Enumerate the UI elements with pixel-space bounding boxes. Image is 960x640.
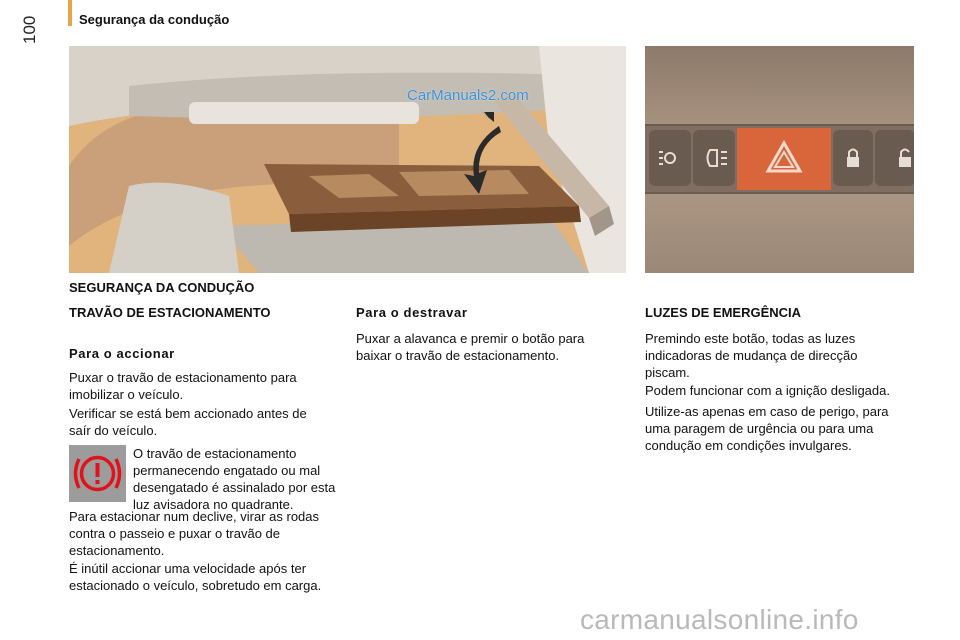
hazard-switch-illustration xyxy=(645,46,914,273)
release-paragraph: Puxar a alavanca e premir o botão para baixar o travão de estacionamento. xyxy=(356,331,585,363)
section-title: SEGURANÇA DA CONDUÇÃO xyxy=(69,280,255,295)
warning-light-text: O travão de estacionamento permanecendo engatado ou mal desengatado é assinalado por esta luz avisadora no quadrante. xyxy=(133,446,336,512)
apply-paragraph-2: Verificar se está bem accionado antes de saír do veículo. xyxy=(69,406,307,438)
header-title: Segurança da condução xyxy=(79,12,230,27)
apply-paragraph-1: Puxar o travão de estacionamento para imobilizar o veículo. xyxy=(69,370,297,402)
parking-brake-warning-icon xyxy=(69,445,126,502)
hazard-lights-title: LUZES DE EMERGÊNCIA xyxy=(645,305,802,320)
apply-paragraph-3: Para estacionar num declive, virar as rodas contra o passeio e puxar o travão de estacionamento. xyxy=(69,509,320,558)
apply-paragraph-4: É inútil accionar uma velocidade após ter estacionado o veículo, sobretudo em carga. xyxy=(69,561,322,593)
header-accent-bar xyxy=(68,0,72,26)
parking-brake-illustration xyxy=(69,46,626,273)
parking-brake-title: TRAVÃO DE ESTACIONAMENTO xyxy=(69,305,271,320)
hazard-paragraph-2: Podem funcionar com a ignição desligada. xyxy=(645,383,890,398)
hazard-paragraph-1: Premindo este botão, todas as luzes indicadoras de mudança de direcção piscam. xyxy=(645,331,858,380)
watermark-bottom: carmanualsonline.info xyxy=(580,604,859,635)
apply-brake-title: Para o accionar xyxy=(69,346,175,361)
hazard-paragraph-3: Utilize-as apenas em caso de perigo, para uma paragem de urgência ou para uma condução em condições invulgares. xyxy=(645,404,889,453)
watermark-top: CarManuals2.com xyxy=(407,87,529,104)
release-brake-title: Para o destravar xyxy=(356,305,468,320)
page-number: 100 xyxy=(20,15,39,44)
